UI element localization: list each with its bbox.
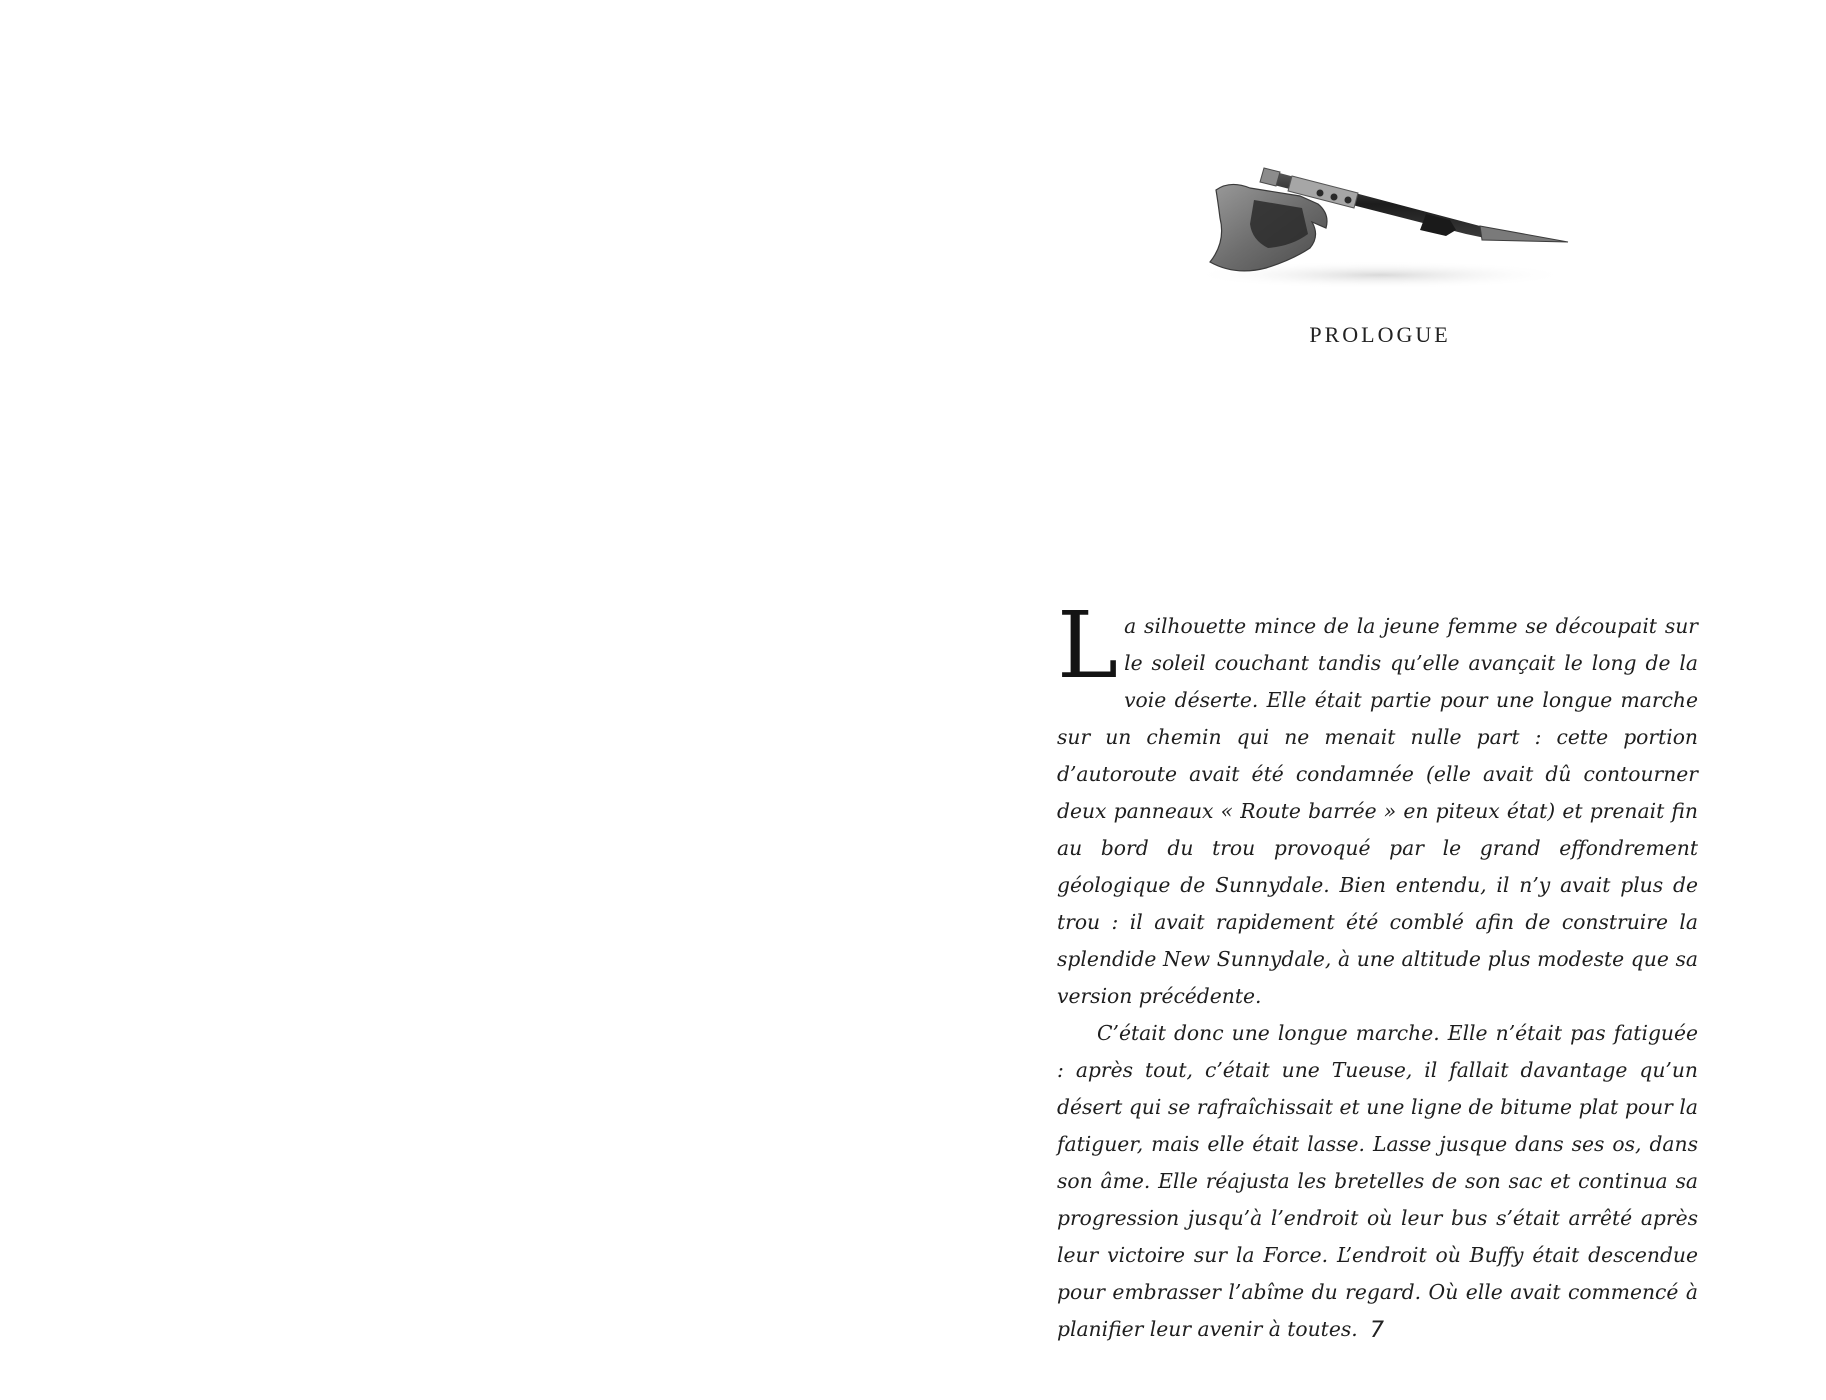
paragraph-1	[1057, 592, 1698, 1015]
battle-axe-icon	[1180, 130, 1570, 300]
drop-cap: L	[1057, 592, 1119, 699]
page-number: 7	[1370, 1318, 1384, 1343]
chapter-title: PROLOGUE	[1309, 322, 1451, 347]
body-text	[1057, 592, 1698, 1348]
paragraph-1-text: a silhouette mince de la jeune femme se découpait sur le soleil couchant tandis qu’elle avançait le long de la voie déserte. Elle était partie pour une longue marche sur un chemin qui ne menait nulle part : cette portion d’autoroute avait été condamnée (elle avait dû contourner deux panneaux « Route barrée » en piteux état) et prenait fin au bord du trou provoqué par le grand effondrement géologique de Sunnydale. Bien entendu, il n’y avait plus de trou : il avait rapidement été comblé afin de construire la splendide New Sunnydale, à une altitude plus modeste que sa version précédente.	[1057, 614, 1698, 1008]
paragraph-2: C’était donc une longue marche. Elle n’était pas fatiguée : après tout, c’était une Tueuse, il fallait davantage qu’un désert qui se rafraîchissait et une ligne de bitume plat pour la fatiguer, mais elle était lasse. Lasse jusque dans ses os, dans son âme. Elle réajusta les bretelles de son sac et continua sa progression jusqu’à l’endroit où leur bus s’était arrêté après leur victoire sur la Force. L’endroit où Buffy était descendue pour embrasser l’abîme du regard. Où elle avait commencé à planifier leur avenir à toutes.	[1057, 1021, 1698, 1341]
